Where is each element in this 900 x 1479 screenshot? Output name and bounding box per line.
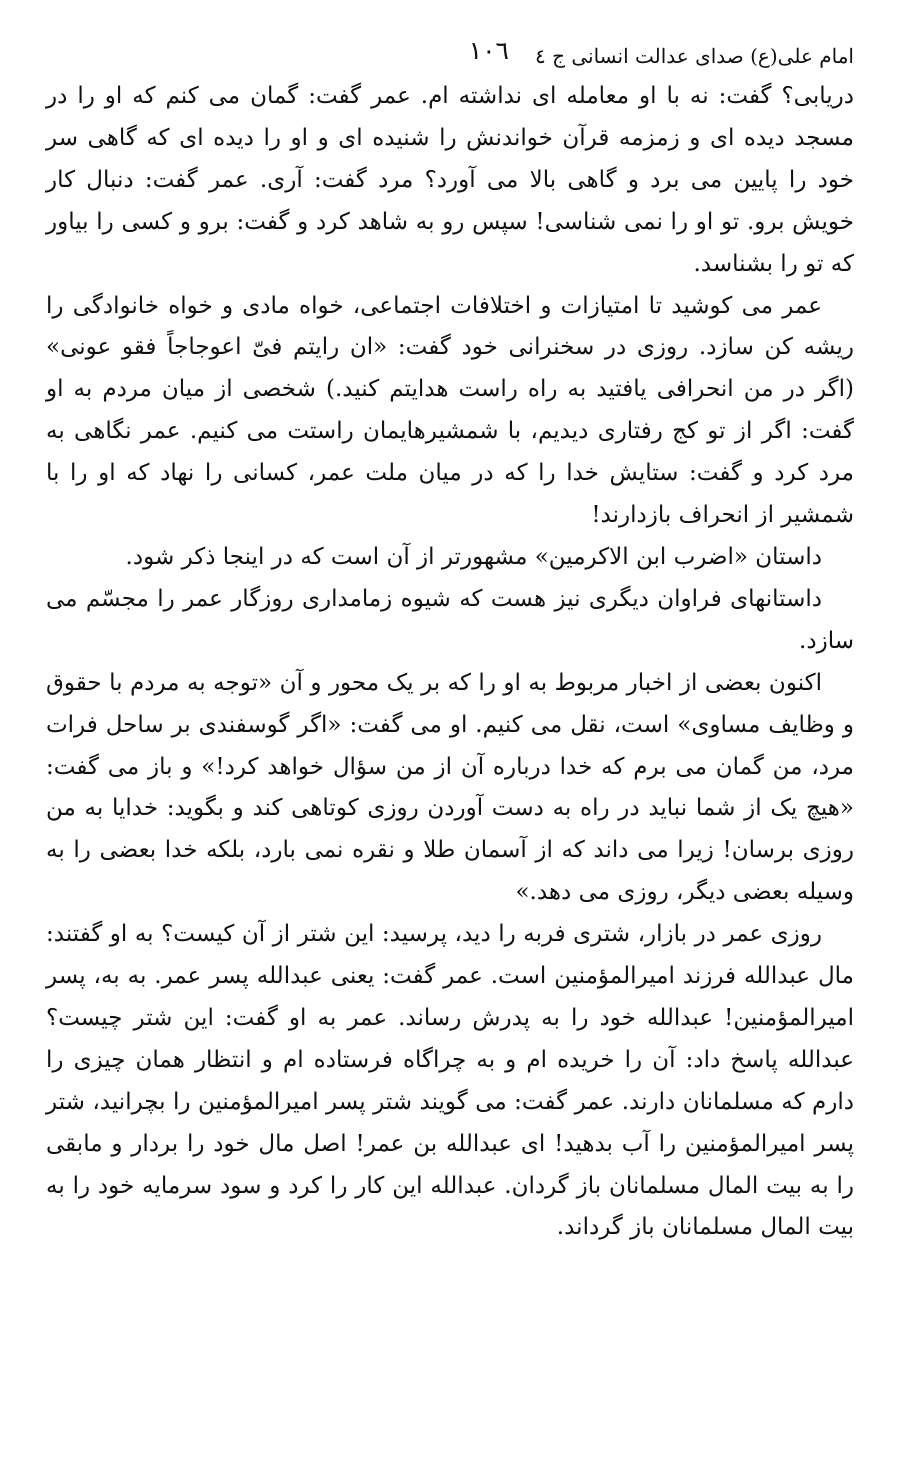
- paragraph-camel-story: روزی عمر در بازار، شتری فربه را دید، پرسید: این شتر از آن کیست؟ به او گفتند: مال عبدالله فرزند امیرالمؤمنین است. عمر گفت: یعنی عبدالله پسر عمر. به به، پسر امیرالمؤمنین! عبدالله خود را به پدرش رساند. عمر به او گفت: این شتر چیست؟ عبدالله پاسخ داد: آن را خریده ام و به چراگاه فرستاده ام و انتظار همان چیزی را دارم که مسلمانان دارند. عمر گفت: می گویند شتر پسر امیرالمؤمنین را بچرانید، شتر پسر امیرالمؤمنین را آب بدهید! ای عبدالله بن عمر! اصل مال خود را بردار و مابقی را به بیت المال مسلمانان باز گردان. عبدالله این کار را کرد و سود سرمایه خود را به بیت المال مسلمانان باز گرداند.: [46, 921, 854, 1241]
- book-title: امام علی(ع) صدای عدالت انسانی ج ٤: [534, 44, 854, 68]
- page-number: ١٠٦: [468, 36, 509, 65]
- paragraph-social-equality: عمر می کوشید تا امتیازات و اختلافات اجتماعی، خواه مادی و خواه خانوادگی را ریشه کن سازد. روزی در سخنرانی خود گفت: «ان رایتم فیّ اعوجاجاً فقو عونی» (اگر در من انحرافی یافتید به راه راست هدایتم کنید.) شخصی از میان مردم به او گفت: اگر از تو کج رفتاری دیدیم، با شمشیرهایمان راستت می کنیم. عمر نگاهی به مرد کرد و گفت: ستایش خدا را که در میان ملت عمر، کسانی را نهاد که او را با شمشیر از انحراف بازدارند!: [46, 292, 854, 529]
- paragraph-reports: اکنون بعضی از اخبار مربوط به او را که بر یک محور و آن «توجه به مردم با حقوق و وظایف مساوی» است، نقل می کنیم. او می گفت: «اگر گوسفندی بر ساحل فرات مرد، من گمان می برم که خدا درباره آن از من سؤال خواهد کرد!» و باز می گفت: «هیچ یک از شما نباید در راه به دست آوردن روزی کوتاهی کند و بگوید: خدایا به من روزی برسان! زیرا می داند که از آسمان طلا و نقره نمی بارد، بلکه خدا بعضی را به وسیله بعضی دیگر، روزی می دهد.»: [46, 669, 854, 906]
- paragraph-continuation: دریابی؟ گفت: نه با او معامله ای نداشته ام. عمر گفت: گمان می کنم که او را در مسجد دیده ای و زمزمه قرآن خواندنش را شنیده ای و او را دیده ای که گاهی سر خود را پایین می برد و گاهی بالا می آورد؟ مرد گفت: آری. عمر گفت: دنبال کار خویش برو. تو او را نمی شناسی! سپس رو به شاهد کرد و گفت: برو و کسی را بیاور که تو را بشناسد.: [46, 83, 854, 277]
- paragraph-other-stories: داستانهای فراوان دیگری نیز هست که شیوه زمامداری روزگار عمر را مجسّم می سازد.: [46, 585, 854, 654]
- body-text: [46, 76, 854, 1249]
- paragraph-story-reference: داستان «اضرب ابن الاکرمین» مشهورتر از آن است که در اینجا ذکر شود.: [125, 543, 822, 570]
- running-header: [46, 28, 854, 76]
- book-page: [46, 28, 854, 1249]
